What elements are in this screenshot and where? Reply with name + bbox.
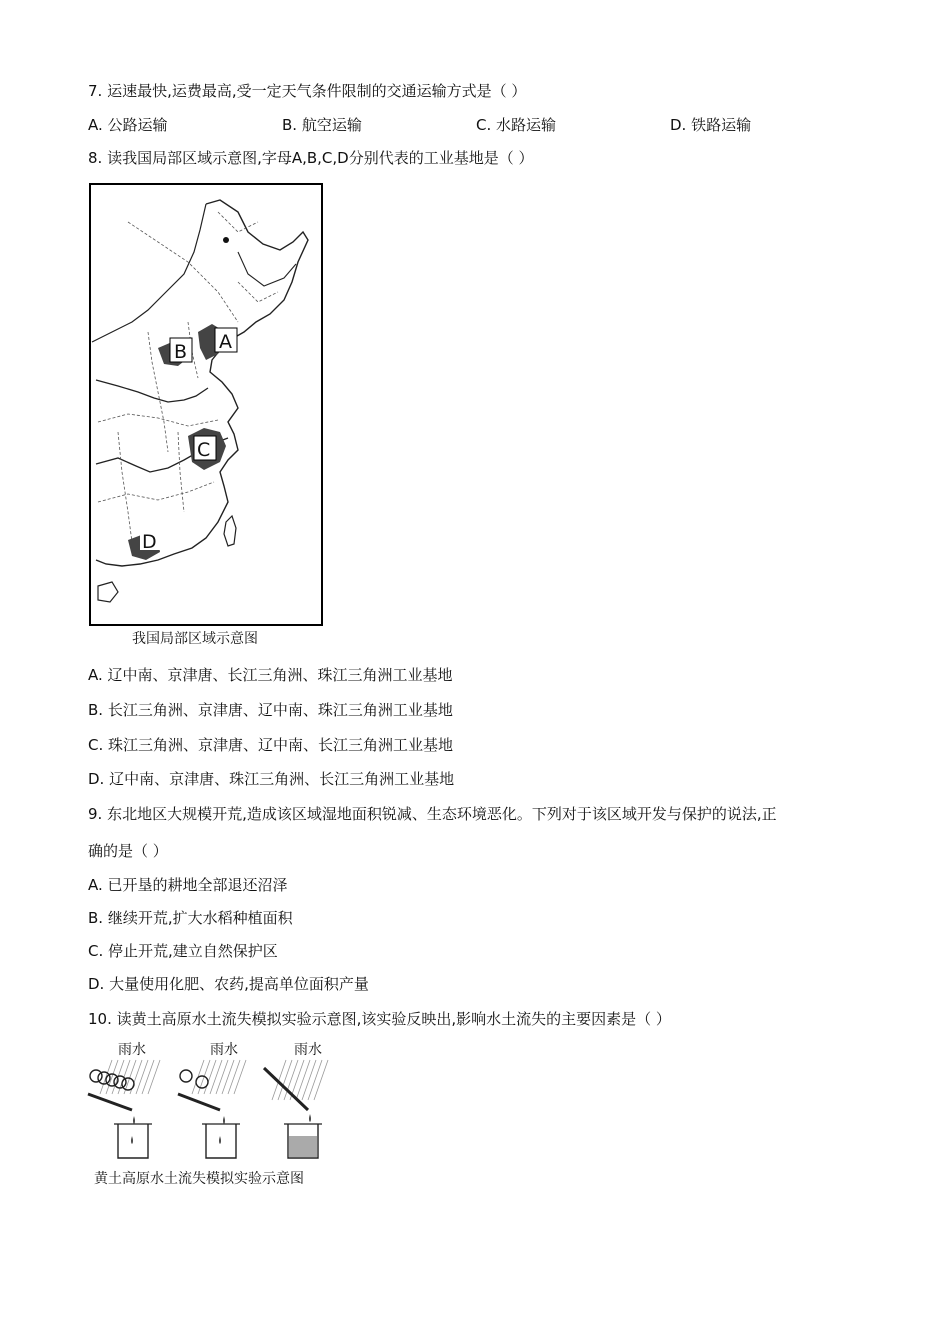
setup-sparse-vegetation	[178, 1041, 246, 1158]
q9-stem-line1: 9. 东北地区大规模开荒,造成该区域湿地面积锐减、生态环境恶化。下列对于该区域开发与保护的说法,正	[88, 805, 777, 823]
q8-stem: 8. 读我国局部区域示意图,字母A,B,C,D分别代表的工业基地是（ ）	[88, 149, 534, 167]
map-caption: 我国局部区域示意图	[132, 631, 258, 647]
rain-label-2: 雨水	[210, 1042, 238, 1058]
q8-option-c[interactable]: C. 珠江三角洲、京津唐、辽中南、长江三角洲工业基地	[88, 736, 454, 754]
china-region-map	[88, 182, 328, 628]
setup-bare-slope	[264, 1041, 328, 1158]
q9-option-b[interactable]: B. 继续开荒,扩大水稻种植面积	[88, 909, 293, 927]
q7-option-b[interactable]: B. 航空运输	[282, 116, 362, 134]
map-label-a: A	[219, 331, 232, 353]
q8-option-d[interactable]: D. 辽中南、京津唐、珠江三角洲、长江三角洲工业基地	[88, 770, 455, 788]
experiment-caption: 黄土高原水土流失模拟实验示意图	[94, 1171, 304, 1187]
erosion-experiment-figure	[86, 1038, 336, 1168]
q8-option-a[interactable]: A. 辽中南、京津唐、长江三角洲、珠江三角洲工业基地	[88, 666, 453, 684]
q9-option-d[interactable]: D. 大量使用化肥、农药,提高单位面积产量	[88, 975, 369, 993]
q8-option-b[interactable]: B. 长江三角洲、京津唐、辽中南、珠江三角洲工业基地	[88, 701, 453, 719]
q9-option-a[interactable]: A. 已开垦的耕地全部退还沼泽	[88, 876, 288, 894]
rain-label-3: 雨水	[294, 1042, 322, 1058]
q9-stem-line2: 确的是（ ）	[88, 842, 168, 860]
map-label-c: C	[197, 439, 211, 461]
map-frame	[90, 184, 322, 625]
map-label-d: D	[142, 531, 157, 553]
q7-stem: 7. 运速最快,运费最高,受一定天气条件限制的交通运输方式是（ ）	[88, 82, 527, 100]
map-label-b: B	[174, 341, 188, 363]
setup-dense-vegetation	[88, 1041, 160, 1158]
q9-option-c[interactable]: C. 停止开荒,建立自然保护区	[88, 942, 278, 960]
map-city-dot	[223, 237, 229, 243]
q10-stem: 10. 读黄土高原水土流失模拟实验示意图,该实验反映出,影响水土流失的主要因素是（ ）	[88, 1010, 671, 1028]
rain-label-1: 雨水	[118, 1042, 146, 1058]
q7-option-c[interactable]: C. 水路运输	[476, 116, 557, 134]
q7-option-d[interactable]: D. 铁路运输	[670, 116, 752, 134]
q7-option-a[interactable]: A. 公路运输	[88, 116, 168, 134]
